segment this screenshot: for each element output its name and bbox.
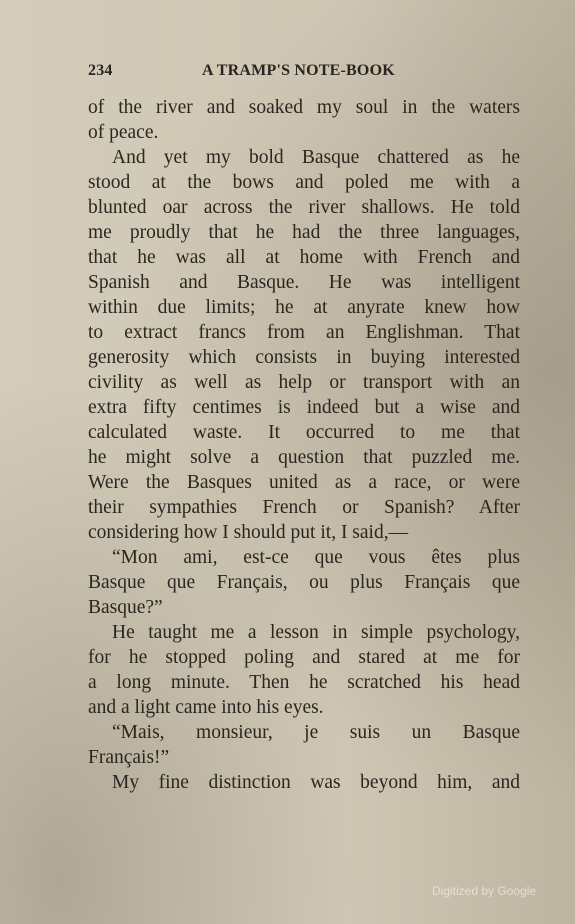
digitization-watermark: Digitized by Google (432, 884, 537, 898)
text-line: their sympathies French or Spanish? After (88, 497, 520, 518)
text-line: to extract francs from an Englishman. That (88, 322, 520, 343)
text-line: blunted oar across the river shallows. He told (88, 197, 520, 218)
text-line: and a light came into his eyes. (88, 697, 324, 718)
text-line: Basque?” (88, 597, 163, 618)
running-head (88, 62, 518, 82)
text-line: generosity which consists in buying interested (88, 347, 520, 368)
running-title: A TRAMP'S NOTE-BOOK (202, 62, 395, 79)
text-line: Basque que Français, ou plus Français que (88, 572, 520, 593)
text-line: Were the Basques united as a race, or were (88, 472, 520, 493)
text-line: “Mon ami, est-ce que vous êtes plus (112, 547, 520, 568)
text-line: of the river and soaked my soul in the waters (88, 97, 520, 118)
text-line: of peace. (88, 122, 159, 143)
text-line: for he stopped poling and stared at me for (88, 647, 520, 668)
text-line: My fine distinction was beyond him, and (112, 772, 520, 793)
text-line: that he was all at home with French and (88, 247, 520, 268)
text-line: And yet my bold Basque chattered as he (112, 147, 520, 168)
text-line: a long minute. Then he scratched his head (88, 672, 520, 693)
text-line: He taught me a lesson in simple psychology, (112, 622, 520, 643)
text-line: civility as well as help or transport with an (88, 372, 520, 393)
page-number: 234 (88, 62, 113, 79)
text-line: extra fifty centimes is indeed but a wise and (88, 397, 520, 418)
text-line: “Mais, monsieur, je suis un Basque (112, 722, 520, 743)
text-line: within due limits; he at anyrate knew how (88, 297, 520, 318)
text-line: me proudly that he had the three languages, (88, 222, 520, 243)
text-line: Français!” (88, 747, 170, 768)
text-line: calculated waste. It occurred to me that (88, 422, 520, 443)
text-line: considering how I should put it, I said,— (88, 522, 409, 543)
text-line: Spanish and Basque. He was intelligent (88, 272, 520, 293)
body-text (88, 95, 520, 795)
text-line: he might solve a question that puzzled me. (88, 447, 520, 468)
text-line: stood at the bows and poled me with a (88, 172, 520, 193)
